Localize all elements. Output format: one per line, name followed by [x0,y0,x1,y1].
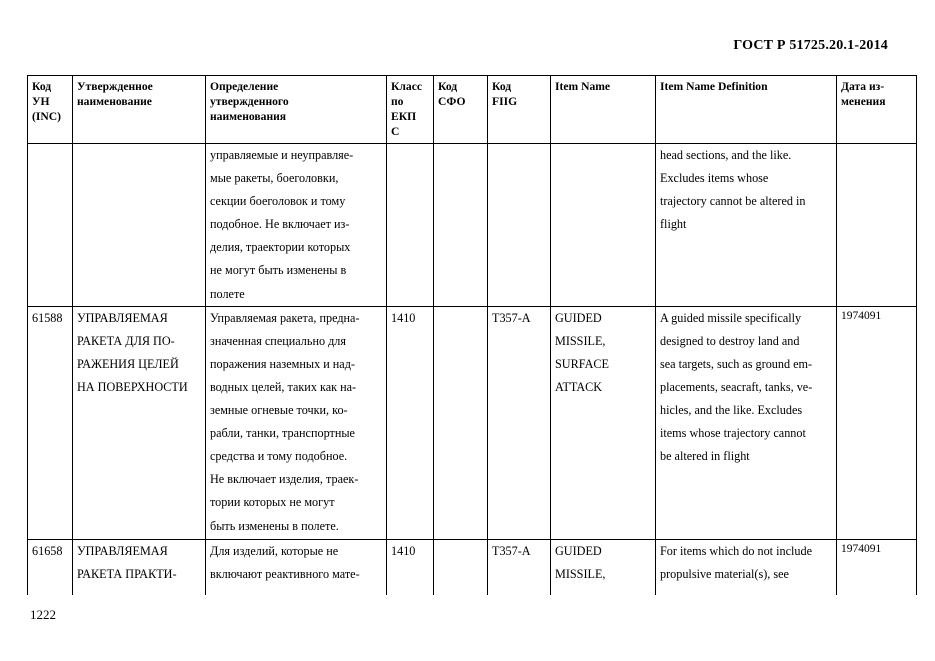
cell-item-name [551,306,656,539]
header-inc-code [28,76,73,144]
cell-sfo [434,144,488,307]
header-line: Item Name [555,80,611,93]
header-fiig-code [488,76,551,144]
cell-item-definition [656,306,837,539]
header-approved-name [73,76,206,144]
cell-date [837,144,917,307]
text-line: управляемые и неуправляе- [210,148,354,162]
text-line: head sections, and the like. [660,148,792,162]
header-change-date [837,76,917,144]
header-line: наименование [77,95,152,108]
cell-fiig: T357-A [488,306,551,539]
text-line: SURFACE [555,356,609,371]
cell-code: 61588 [28,306,73,539]
text-line: тории которых не могут [210,495,335,510]
text-line: Excludes items whose [660,171,769,186]
cell-class: 1410 [387,539,434,595]
text-line: propulsive material(s), see [660,566,789,581]
cell-name [73,539,206,595]
text-line: items whose trajectory cannot [660,426,806,441]
cell-item-name [551,144,656,307]
table-row [28,144,917,307]
cell-item-name [551,539,656,595]
text-line: MISSILE, [555,333,606,348]
text-line: земные огневые точки, ко- [210,403,348,418]
header-definition [206,76,387,144]
cell-definition [206,539,387,595]
header-line: Код [32,80,52,93]
header-line: Item Name Definition [660,80,768,93]
cell-fiig: T357-A [488,539,551,595]
text-line: РАКЕТА ДЛЯ ПО- [77,333,175,348]
header-line: наименования [210,110,287,123]
header-line: ЕКП [391,110,417,123]
text-line: sea targets, such as ground em- [660,356,813,371]
text-line: поражения наземных и над- [210,356,355,371]
cell-sfo [434,306,488,539]
document-title: ГОСТ Р 51725.20.1-2014 [733,38,888,53]
table-row [28,306,917,539]
text-line: РАЖЕНИЯ ЦЕЛЕЙ [77,356,179,371]
text-line: For items which do not include [660,543,812,558]
text-line: значенная специально для [210,333,346,348]
text-line: Для изделий, которые не [210,543,339,558]
text-line: подобное. Не включает из- [210,217,350,232]
table-header-row [28,76,917,144]
page-number: 1222 [30,607,56,622]
cell-sfo [434,539,488,595]
header-line: С [391,125,400,138]
header-item-name-definition [656,76,837,144]
text-line: не могут быть изменены в [210,263,347,278]
header-line: FIIG [492,95,518,108]
text-line: MISSILE, [555,566,606,581]
cell-class: 1410 [387,306,434,539]
text-line: водных целей, таких как на- [210,379,357,394]
text-line: trajectory cannot be altered in [660,194,806,209]
header-line: УН [32,95,50,108]
text-line: мые ракеты, боеголовки, [210,171,339,186]
cell-code [28,144,73,307]
cell-class [387,144,434,307]
text-line: УПРАВЛЯЕМАЯ [77,310,168,325]
cell-code: 61658 [28,539,73,595]
header-line: менения [841,95,886,108]
header-line: Дата из- [841,80,885,93]
text-line: НА ПОВЕРХНОСТИ [77,379,188,394]
text-line: средства и тому подобное. [210,449,348,464]
text-line: УПРАВЛЯЕМАЯ [77,543,168,558]
cell-date: 1974091 [837,306,917,539]
text-line: РАКЕТА ПРАКТИ- [77,566,177,581]
text-line: рабли, танки, транспортные [210,426,355,441]
text-line: flight [660,217,687,232]
text-line: A guided missile specifically [660,310,802,325]
cell-item-definition [656,144,837,307]
text-line: hicles, and the like. Excludes [660,403,803,418]
header-line: Код [438,80,458,93]
text-line: GUIDED [555,543,602,558]
text-line: включают реактивного мате- [210,566,360,581]
text-line: placements, seacraft, tanks, ve- [660,379,813,394]
catalog-table [27,75,917,595]
text-line: Управляемая ракета, предна- [210,310,360,325]
text-line: ATTACK [555,379,603,394]
text-line: быть изменены в полете. [210,518,339,533]
header-class [387,76,434,144]
text-line: Не включает изделия, траек- [210,472,359,487]
cell-definition [206,144,387,307]
cell-name [73,306,206,539]
header-sfo-code [434,76,488,144]
text-line: GUIDED [555,310,602,325]
cell-fiig [488,144,551,307]
header-line: по [391,95,404,108]
header-item-name [551,76,656,144]
table-row [28,539,917,595]
header-line: Код [492,80,512,93]
text-line: делия, траектории которых [210,240,351,255]
header-line: СФО [438,95,466,108]
text-line: designed to destroy land and [660,333,800,348]
text-line: полете [210,286,245,301]
cell-item-definition [656,539,837,595]
cell-definition [206,306,387,539]
header-line: утвержденного [210,95,289,108]
cell-name [73,144,206,307]
text-line: be altered in flight [660,449,750,464]
header-line: Определение [210,80,279,93]
cell-date: 1974091 [837,539,917,595]
text-line: секции боеголовок и тому [210,194,346,209]
header-line: (INC) [32,110,61,123]
header-line: Утвержденное [77,80,153,93]
header-line: Класс [391,80,422,93]
